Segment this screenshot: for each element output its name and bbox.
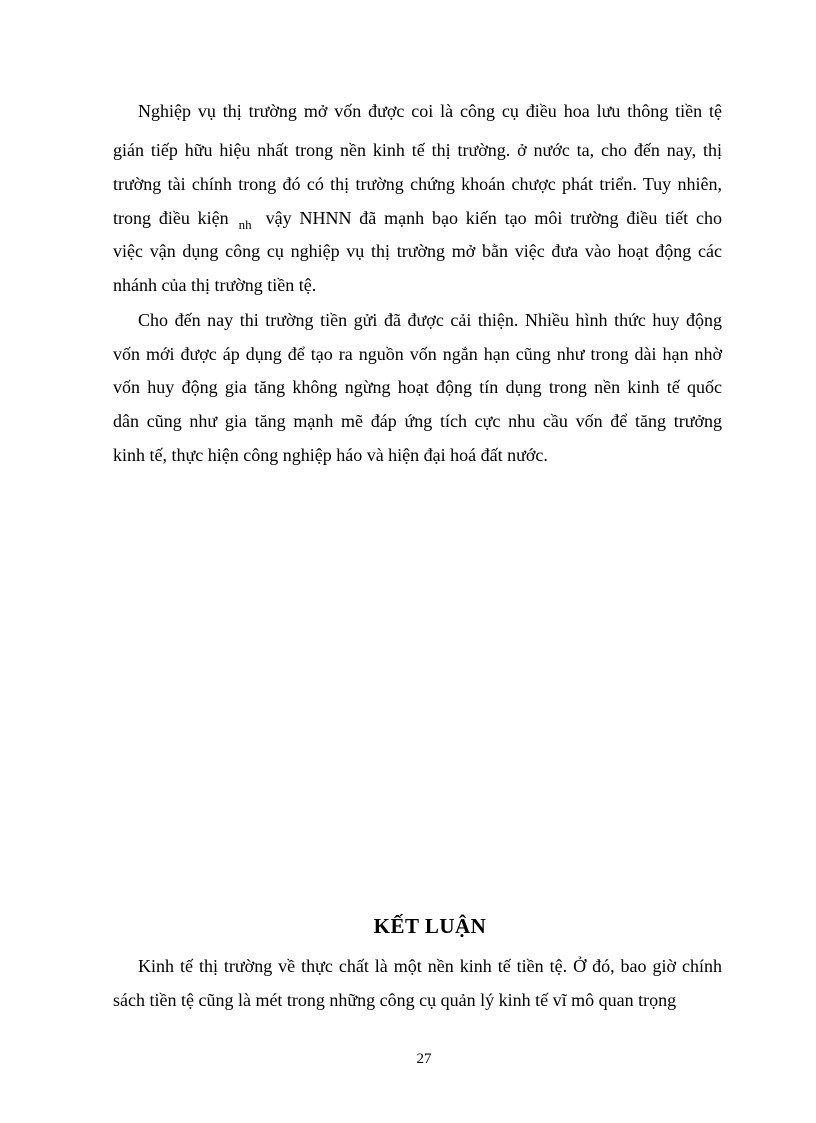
conclusion-heading: KẾT LUẬN xyxy=(373,914,487,938)
paragraph-1-line-5: việc vận dụng công cụ nghiệp vụ thị trường mở bằn việc đưa vào hoạt động các xyxy=(113,241,722,261)
paragraph-1-line-1: Nghiệp vụ thị trường mở vốn được coi là công cụ điều hoa lưu thông tiền tệ xyxy=(138,101,722,121)
paragraph-1-line-6: nhánh của thị trường tiền tệ. xyxy=(113,275,317,295)
paragraph-2-line-4: dân cũng như gia tăng mạnh mẽ đáp ứng tích cực nhu cầu vốn để tăng trưởng xyxy=(113,411,722,431)
paragraph-2-line-3: vốn huy động gia tăng không ngừng hoạt động tín dụng trong nền kinh tế quốc xyxy=(113,377,722,397)
paragraph-1-line-3: trường tài chính trong đó có thị trường chứng khoán chược phát triển. Tuy nhiên, xyxy=(113,174,722,194)
paragraph-2-line-5: kinh tế, thực hiện công nghiệp háo và hiện đại hoá đất nước. xyxy=(113,445,548,465)
line-4-after: vậy NHNN đã mạnh bạo kiến tạo môi trường điều tiết cho xyxy=(265,208,722,228)
conclusion-line-2: sách tiền tệ cũng là mét trong những công cụ quản lý kinh tế vĩ mô quan trọng xyxy=(113,990,677,1010)
conclusion-line-1: Kinh tế thị trường về thực chất là một nền kinh tế tiền tệ. Ở đó, bao giờ chính xyxy=(138,956,722,976)
paragraph-1-line-2: gián tiếp hữu hiệu nhất trong nền kinh tế thị trường. ở nước ta, cho đến nay, thị xyxy=(113,140,722,160)
line-4-before: trong điều kiện xyxy=(113,208,229,228)
paragraph-1-line-4 xyxy=(113,206,722,232)
page-number: 27 xyxy=(416,1051,432,1067)
paragraph-2-line-1: Cho đến nay thi trường tiền gửi đã được cải thiện. Nhiều hình thức huy động xyxy=(138,310,722,330)
paragraph-2-line-2: vốn mới được áp dụng để tạo ra nguồn vốn ngắn hạn cũng như trong dài hạn nhờ xyxy=(113,344,722,364)
subscript-mark: nh xyxy=(238,217,252,232)
